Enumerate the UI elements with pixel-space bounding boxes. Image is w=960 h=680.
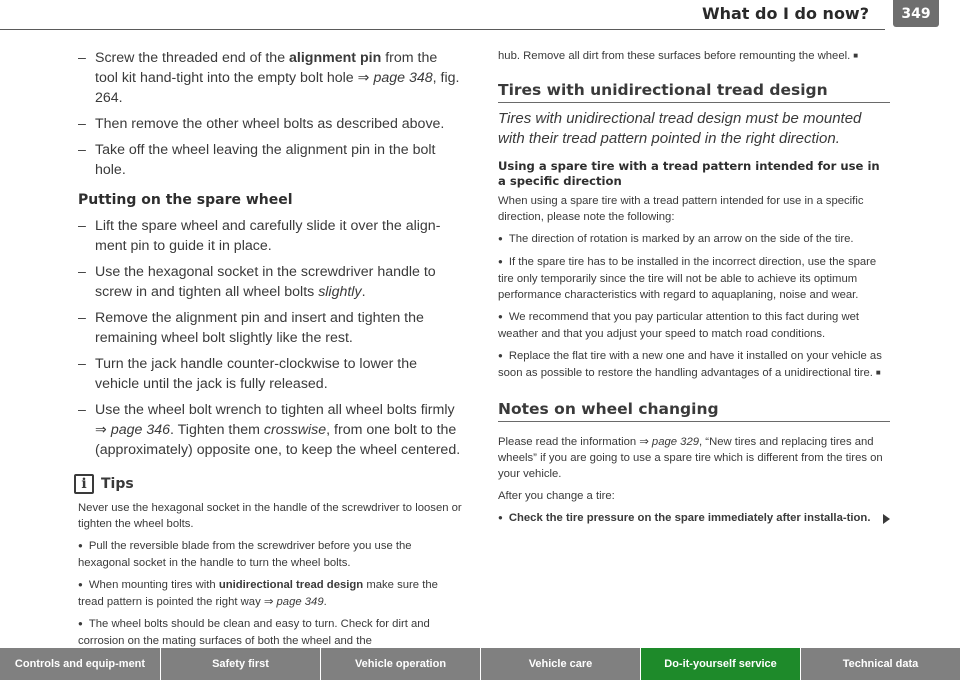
info-icon: i <box>74 474 94 494</box>
tip-bullet: ● Pull the reversible blade from the screwdriver before you use the hexagonal socket in the handle to turn the wheel bolts. <box>78 538 464 571</box>
page-number-badge: 349 <box>893 0 939 27</box>
tab-vehicle-operation[interactable]: Vehicle operation <box>321 648 481 680</box>
step-item: – Take off the wheel leaving the alignment pin in the bolt hole. <box>78 142 436 178</box>
tab-do-it-yourself-service[interactable]: Do-it-yourself service <box>641 648 801 680</box>
page-reference-link[interactable]: page 348 <box>373 70 433 86</box>
tab-technical-data[interactable]: Technical data <box>801 648 960 680</box>
section-title-wheel-changing: Notes on wheel changing <box>498 400 890 422</box>
page-title: What do I do now? <box>701 4 869 23</box>
tab-safety-first[interactable]: Safety first <box>161 648 321 680</box>
list-item: ● We recommend that you pay particular attention to this fact during wet weather and that you adjust your speed to match road conditions. <box>498 309 890 342</box>
page-reference-link[interactable]: page 346 <box>110 422 171 438</box>
step-item: – Lift the spare wheel and carefully slide it over the align-ment pin to guide it in place. <box>78 218 441 254</box>
left-column <box>78 48 464 655</box>
step-item: – Remove the alignment pin and insert and tighten the remaining wheel bolt slightly like the rest. <box>78 310 424 346</box>
body-paragraph: When using a spare tire with a tread pattern intended for use in a specific direction, please note the following: <box>498 195 864 223</box>
right-column <box>498 48 890 533</box>
subsection-heading: Using a spare tire with a tread pattern intended for use in a specific direction <box>498 159 880 188</box>
tab-controls-and-equipment[interactable]: Controls and equip-ment <box>0 648 161 680</box>
step-item: – Turn the jack handle counter-clockwise to lower the vehicle until the jack is fully released. <box>78 356 418 392</box>
page-reference-link[interactable]: page 329 <box>651 436 700 448</box>
step-item: – Then remove the other wheel bolts as described above. <box>78 116 445 132</box>
header-rule <box>0 29 885 30</box>
tip-bullet: ● The wheel bolts should be clean and easy to turn. Check for dirt and corrosion on the mating surfaces of both the wheel and the <box>78 616 464 649</box>
list-item: ● If the spare tire has to be installed in the incorrect direction, use the spare tire only temporarily since the tire will not be able to achieve its optimum performance characteristics with regard to aquaplaning, noise and wear. <box>498 254 890 303</box>
step-item: – Use the wheel bolt wrench to tighten all wheel bolts firmly ⇒ page 346. Tighten them crosswise, from one bolt to the (approximately) opposite one, to keep the wheel centered. <box>78 402 461 458</box>
tip-paragraph: Never use the hexagonal socket in the handle of the screwdriver to loosen or tighten the wheel bolts. <box>78 502 462 530</box>
list-item: ● The direction of rotation is marked by an arrow on the side of the tire. <box>498 231 890 248</box>
section-heading: Putting on the spare wheel <box>78 192 293 208</box>
section-title-unidirectional: Tires with unidirectional tread design <box>498 81 890 103</box>
continued-paragraph: hub. Remove all dirt from these surfaces before remounting the wheel. ■ <box>498 48 890 65</box>
body-paragraph: After you change a tire: <box>498 490 615 502</box>
step-item: – Use the hexagonal socket in the screwdriver handle to screw in and tighten all wheel bolts slightly. <box>78 264 436 300</box>
lead-paragraph: Tires with unidirectional tread design must be mounted with their tread pattern pointed in the right direction. <box>498 110 862 147</box>
tips-heading <box>74 474 464 494</box>
continue-arrow-icon <box>883 514 890 524</box>
tip-bullet: ● When mounting tires with unidirectional tread design make sure the tread pattern is pointed the right way ⇒ page 349. <box>78 577 464 610</box>
chapter-tab-bar <box>0 648 960 680</box>
list-item: ● Check the tire pressure on the spare immediately after installa-tion. <box>498 510 890 527</box>
page-reference-link[interactable]: page 349 <box>276 596 324 608</box>
list-item: ● Replace the flat tire with a new one and have it installed on your vehicle as soon as possible to restore the handling advantages of a unidirectional tire. ■ <box>498 348 890 382</box>
tab-vehicle-care[interactable]: Vehicle care <box>481 648 641 680</box>
tips-title: Tips <box>101 476 134 492</box>
step-item: – Screw the threaded end of the alignment pin from the tool kit hand-tight into the empty bolt hole ⇒ page 348, fig. 264. <box>78 50 460 106</box>
body-paragraph: Please read the information ⇒ page 329, “New tires and replacing tires and wheels” if you are going to use a spare tire which is different from the tires on your vehicle. <box>498 436 883 480</box>
